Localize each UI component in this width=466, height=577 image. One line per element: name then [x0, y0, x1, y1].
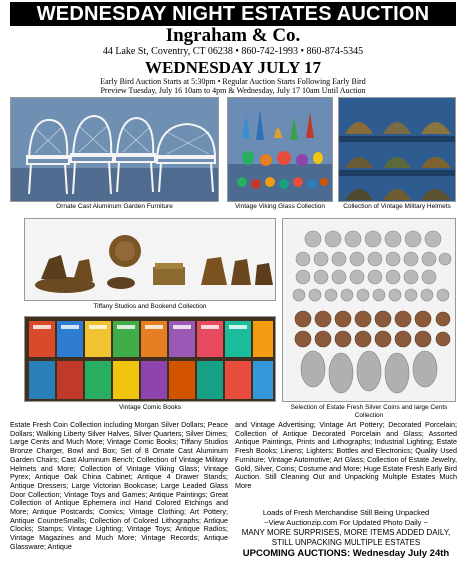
comic-books-caption: Vintage Comic Books [118, 404, 182, 411]
auction-date: WEDNESDAY JULY 17 [144, 58, 322, 77]
item-list-right: and Vintage Advertising; Vintage Art Pottery; Decorated Porcelain; Collection of Antique Decorated Porcelain and Glass; Assorted Antique Paintings, Prints and Lithographs; Industrial Lighting; Estate Fresh Books; Linens; Lighters; Bottles and Electronics; Quality Used Furniture; Vintage Automotive; Art Glass; Collection of Estate Jewelry, Gold, Silver, Coins; Costume and More; Huge Estate Fresh Early Bird Auction. Still Cleaning Out and Unpacking Multiple Estates Much More [235, 420, 457, 490]
military-helmets-caption: Collection of Vintage Military Helmets [343, 203, 451, 210]
silver-coins-photo [282, 218, 456, 402]
tiffany-bookends-caption: Tiffany Studios and Bookend Collection [93, 303, 207, 310]
viking-glass-photo [227, 97, 333, 202]
garden-furniture-photo [10, 97, 219, 202]
preview-info: Preview Tuesday, July 16 10am to 4pm & Wednesday, July 17 10am Until Auction [100, 86, 366, 95]
tiffany-illustration [25, 219, 276, 301]
comic-books-photo [24, 316, 276, 402]
helmets-illustration [339, 98, 456, 202]
military-helmets-photo [338, 97, 456, 202]
tiffany-bookends-photo [24, 218, 276, 301]
auction-banner: WEDNESDAY NIGHT ESTATES AUCTION [10, 2, 456, 26]
company-address: 44 Lake St, Coventry, CT 06238 • 860-742-1993 • 860-874-5345 [102, 46, 364, 57]
comics-illustration [25, 317, 276, 402]
viking-glass-caption: Vintage Viking Glass Collection [234, 203, 326, 210]
upcoming-auctions: UPCOMING AUCTIONS: Wednesday July 24th [242, 548, 450, 559]
garden-furniture-illustration [11, 98, 219, 202]
loads-note: Loads of Fresh Merchandise Still Being Unpacked [262, 508, 430, 517]
early-bird-info: Early Bird Auction Starts at 5:30pm • Regular Auction Starts Following Early Bird [100, 77, 366, 86]
surprises-note: MANY MORE SURPRISES, MORE ITEMS ADDED DAILY, STILL UNPACKING MULTIPLE ESTATES [241, 528, 451, 547]
silver-coins-caption: Selection of Estate Fresh Silver Coins and large Cents Collection [290, 404, 448, 419]
website-note: ~View Auctionzip.com For Updated Photo Daily ~ [264, 518, 428, 527]
company-name: Ingraham & Co. [165, 25, 301, 46]
garden-furniture-caption: Ornate Cast Aluminum Garden Furniture [56, 203, 173, 210]
viking-glass-illustration [228, 98, 333, 202]
item-list-left: Estate Fresh Coin Collection including Morgan Silver Dollars; Peace Dollars; Walking Liberty Silver Halves, Silver Quarters; Silver Dimes; Large Cents and Much More; Vintage Comic Books; Tiffany Studios Bronze Charger, Bowl and Box; Set of 8 Ornate Cast Aluminum Garden Chairs; Cast Aluminum Bench; Collection of Vintage Military Helmets and More; Collection of Vintage Viking Glass; Vintage Pyrex; Antique Oak China Cabinet; Antique 4 Drawer Stands; Antique Dressers; Large Victorian Bookcase; Large Leaded Glass Door Collection; Vintage Toys and Games; Antique Paintings; Great Collection of Antique Ephemera incl Hand Colored Etchings and More; Antique Postcards; Comics; Vintage Clothing; Art Pottery; Antique CountreSmalls; Collection of Colored Lithographs; Antique Clocks; Stamps; Vintage Lighting; Vintage Toys; Antique Radios; Vintage Magazines and Much More; Vintage Records; Antique Glassware; Antique [10, 420, 228, 551]
coins-illustration [283, 219, 456, 402]
